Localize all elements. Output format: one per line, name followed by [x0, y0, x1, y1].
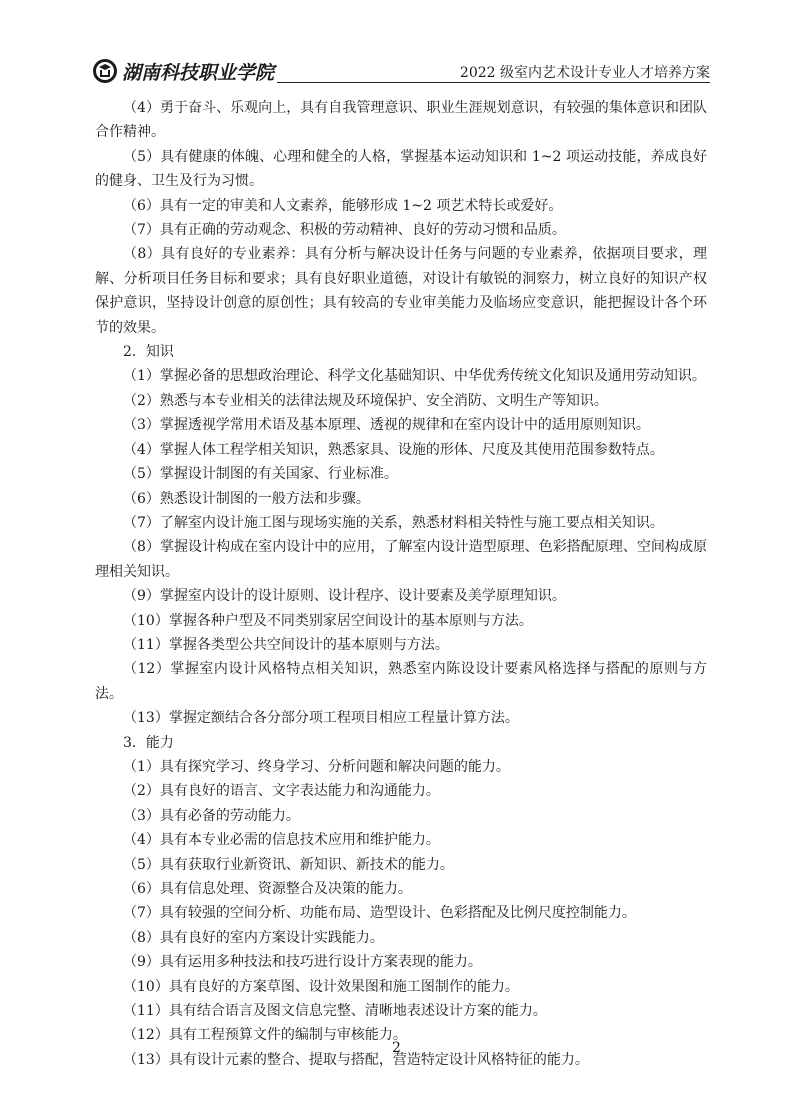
header-divider: [277, 82, 710, 83]
ability-item: （10）具有良好的方案草图、设计效果图和施工图制作的能力。: [123, 978, 519, 995]
ability-item: （1）具有探究学习、终身学习、分析问题和解决问题的能力。: [123, 758, 510, 775]
ability-item: （3）具有必备的劳动能力。: [123, 807, 300, 824]
school-logo-icon: [92, 58, 118, 84]
page-number: 2: [392, 1040, 401, 1056]
quality-item-4: （4）勇于奋斗、乐观向上，具有自我管理意识、职业生涯规划意识，有较强的集体意识和团队合作精神。: [95, 100, 707, 141]
knowledge-item: （8）掌握设计构成在室内设计中的应用，了解室内设计造型原理、色彩搭配原理、空间构成原理相关知识。: [95, 539, 707, 580]
page-header: [92, 58, 710, 88]
knowledge-item: （7）了解室内设计施工图与现场实施的关系，熟悉材料相关特性与施工要点相关知识。: [123, 514, 664, 531]
ability-item: （7）具有较强的空间分析、功能布局、造型设计、色彩搭配及比例尺度控制能力。: [123, 905, 636, 922]
document-body: [95, 96, 707, 1072]
quality-item-8: （8）具有良好的专业素养：具有分析与解决设计任务与问题的专业素养，依据项目要求，理解、分析项目任务目标和要求；具有良好职业道德，对设计有敏锐的洞察力，树立良好的知识产权保护意识，坚持设计创意的原创性；具有较高的专业审美能力及临场应变意识，能把握设计各个环节的效果。: [95, 246, 707, 336]
knowledge-item: （6）熟悉设计制图的一般方法和步骤。: [123, 490, 370, 507]
knowledge-item: （1）掌握必备的思想政治理论、科学文化基础知识、中华优秀传统文化知识及通用劳动知识。: [123, 368, 706, 385]
quality-item-7: （7）具有正确的劳动观念、积极的劳动精神、良好的劳动习惯和品质。: [123, 222, 566, 239]
school-name: 湖南科技职业学院: [122, 62, 275, 84]
ability-item: （2）具有良好的语言、文字表达能力和沟通能力。: [123, 783, 440, 800]
ability-item: （13）具有设计元素的整合、提取与搭配，营造特定设计风格特征的能力。: [123, 1051, 589, 1068]
ability-item: （12）具有工程预算文件的编制与审核能力。: [123, 1027, 407, 1044]
knowledge-item: （13）掌握定额结合各分部分项工程项目相应工程量计算方法。: [123, 710, 519, 727]
knowledge-heading: 2．知识: [123, 344, 174, 361]
ability-item: （8）具有良好的室内方案设计实践能力。: [123, 929, 384, 946]
ability-item: （9）具有运用多种技法和技巧进行设计方案表现的能力。: [123, 954, 482, 971]
ability-item: （6）具有信息处理、资源整合及决策的能力。: [123, 881, 412, 897]
ability-item: （11）具有结合语言及图文信息完整、清晰地表述设计方案的能力。: [123, 1003, 547, 1020]
ability-item: （5）具有获取行业新资讯、新知识、新技术的能力。: [123, 856, 454, 873]
quality-item-6: （6）具有一定的审美和人文素养，能够形成 1~2 项艺术特长或爱好。: [123, 197, 563, 214]
knowledge-item: （2）熟悉与本专业相关的法律法规及环境保护、安全消防、文明生产等知识。: [123, 392, 608, 409]
knowledge-item: （10）掌握各种户型及不同类别家居空间设计的基本原则与方法。: [123, 612, 533, 629]
knowledge-item: （9）掌握室内设计的设计原则、设计程序、设计要素及美学原理知识。: [123, 588, 566, 605]
quality-item-5: （5）具有健康的体魄、心理和健全的人格，掌握基本运动知识和 1~2 项运动技能，养成良好的健身、卫生及行为习惯。: [95, 148, 707, 190]
document-title: 2022 级室内艺术设计专业人才培养方案: [459, 65, 710, 81]
knowledge-item: （4）掌握人体工程学相关知识，熟悉家具、设施的形体、尺度及其使用范围参数特点。: [123, 441, 664, 458]
knowledge-item: （3）掌握透视学常用术语及基本原理、透视的规律和在室内设计中的适用原则知识。: [123, 417, 650, 434]
ability-item: （4）具有本专业必需的信息技术应用和维护能力。: [123, 832, 440, 849]
knowledge-item: （12）掌握室内设计风格特点相关知识，熟悉室内陈设设计要素风格选择与搭配的原则与方法。: [95, 661, 707, 702]
knowledge-item: （5）掌握设计制图的有关国家、行业标准。: [123, 466, 398, 483]
ability-heading: 3．能力: [123, 734, 174, 751]
knowledge-item: （11）掌握各类型公共空间设计的基本原则与方法。: [123, 636, 449, 653]
